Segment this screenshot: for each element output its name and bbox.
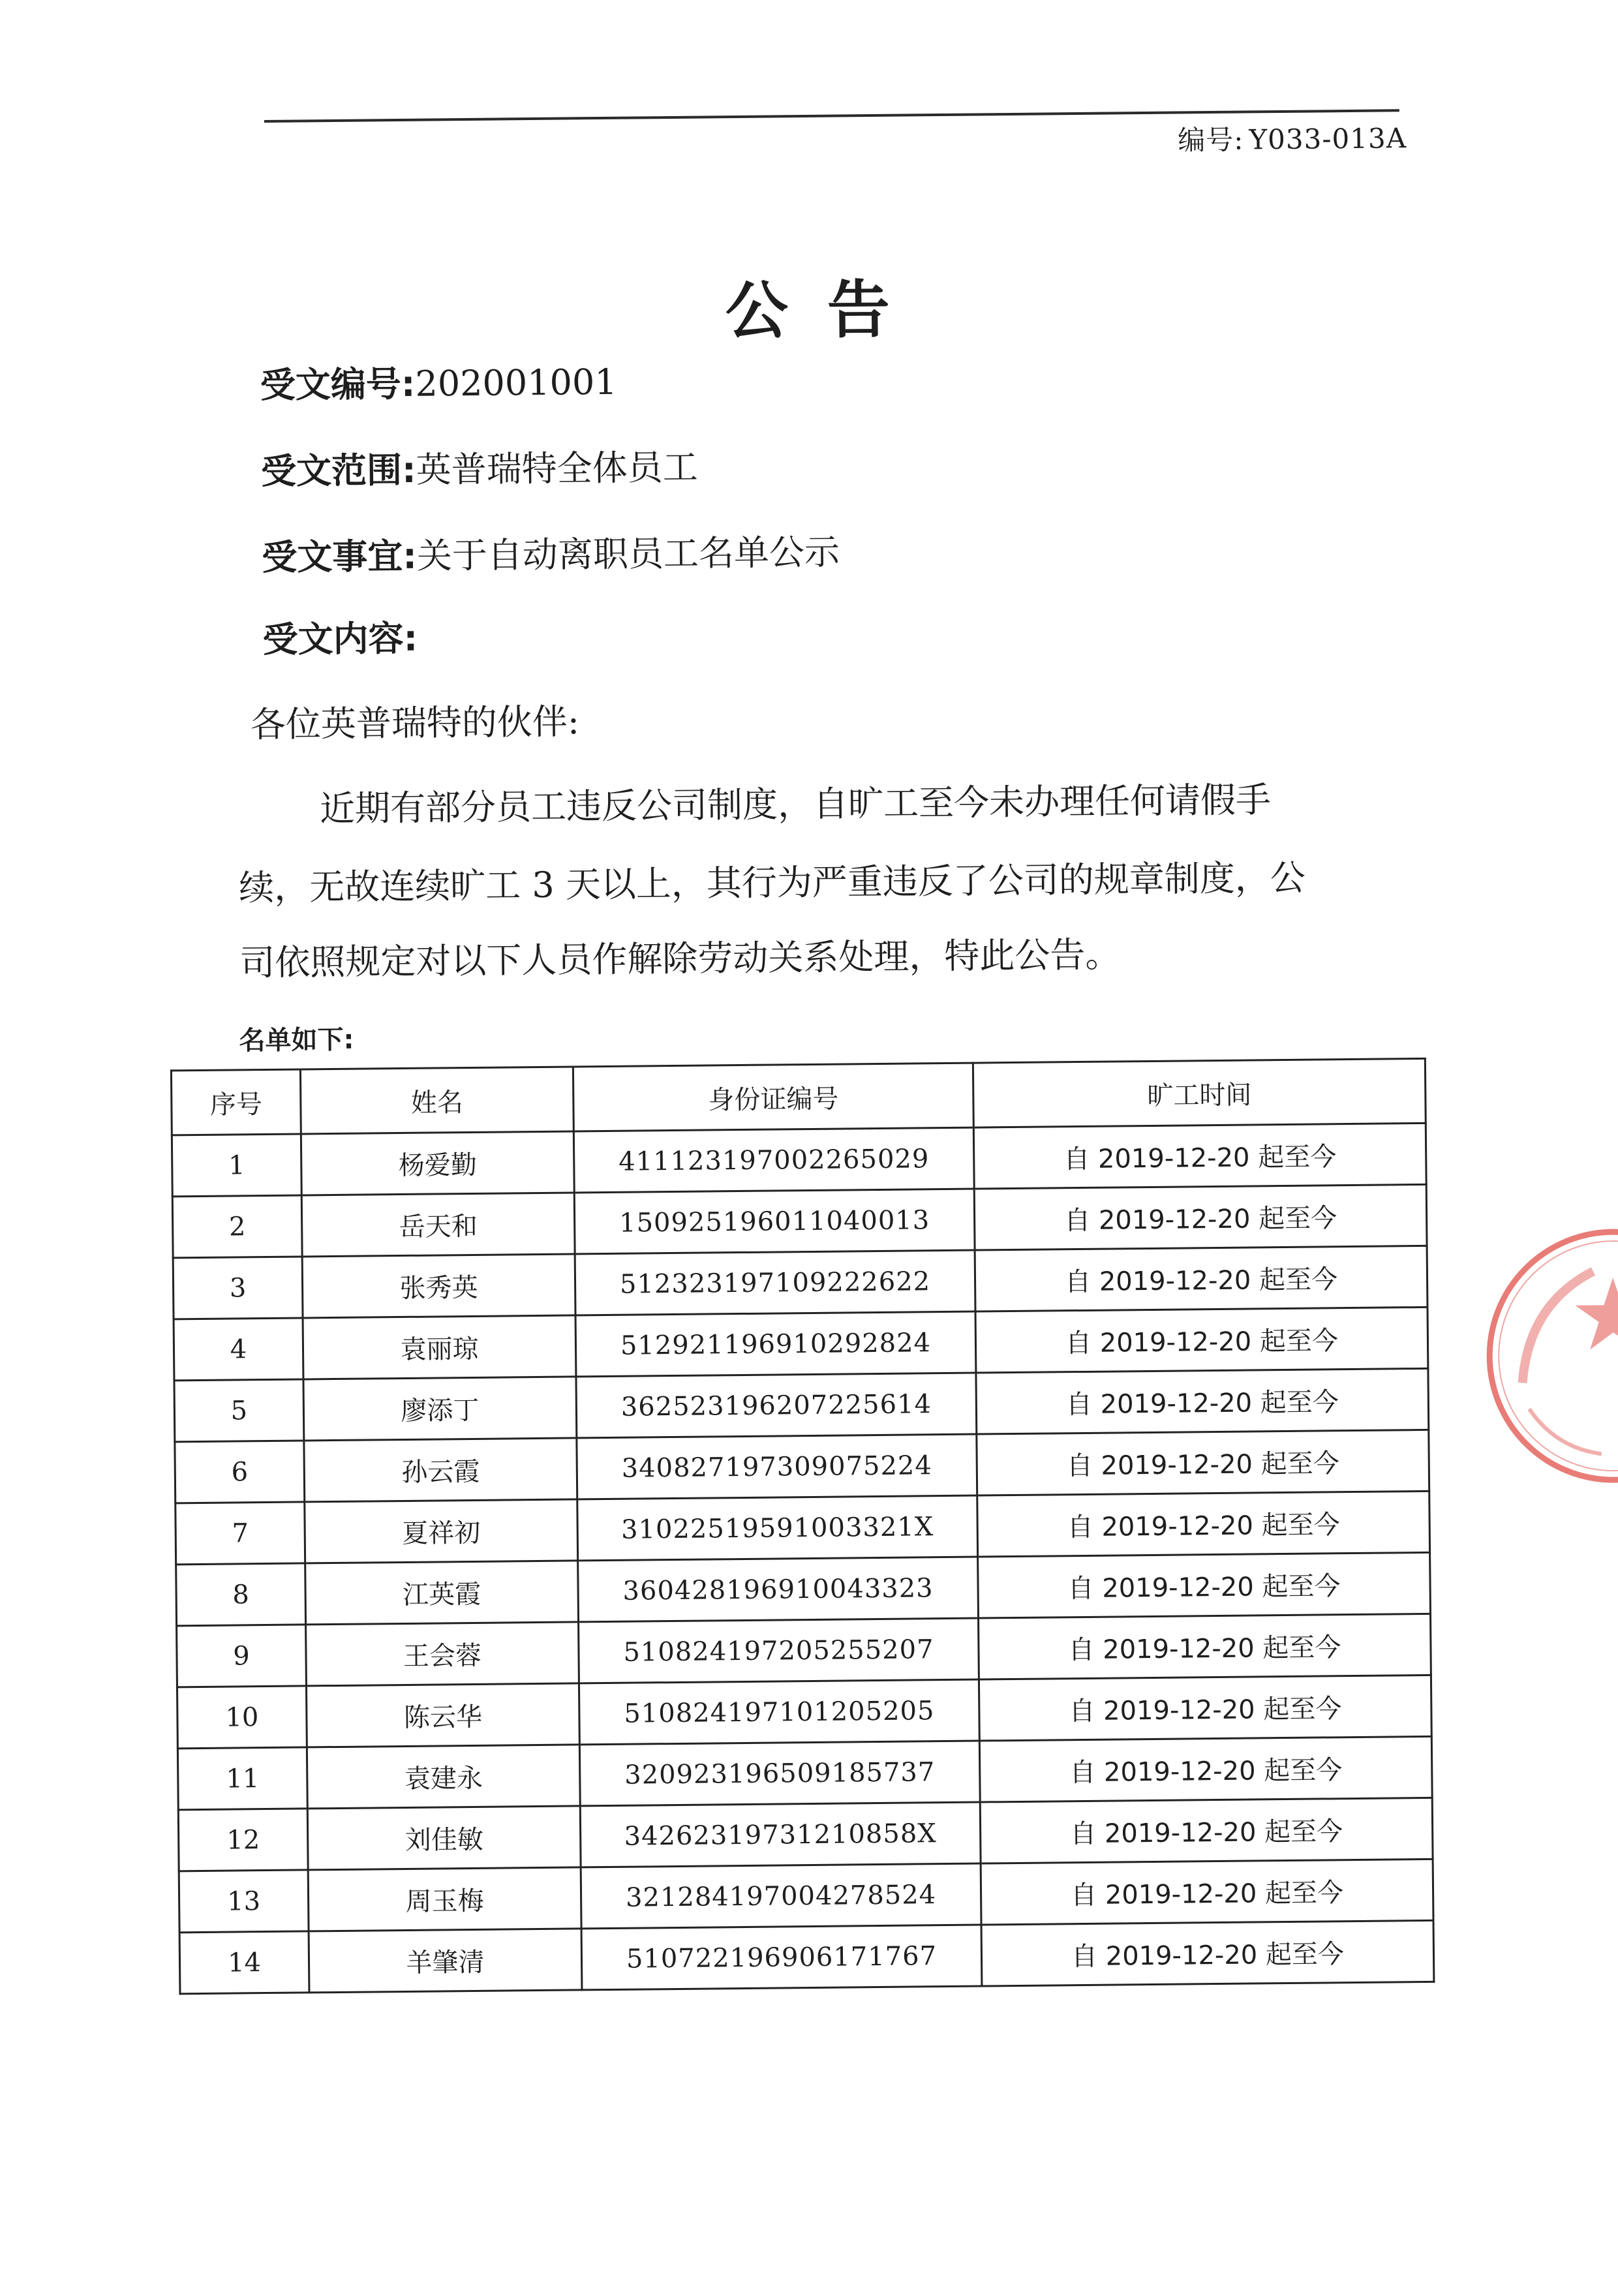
table-row: [173, 1246, 1427, 1319]
document-code-label: 编号:: [1178, 123, 1244, 157]
meta-content: [262, 611, 418, 662]
table-row: [177, 1614, 1431, 1687]
body-line-1: 近期有部分员工违反公司制度，自旷工至今未办理任何请假手: [319, 779, 1272, 830]
cell-no: 13: [179, 1870, 309, 1933]
cell-name: 袁丽琼: [303, 1315, 576, 1379]
cell-id: 510824197101205205: [579, 1679, 979, 1745]
document-code: [1178, 117, 1407, 158]
cell-time: 自 2019-12-20 起至今: [976, 1368, 1429, 1434]
table-row: [176, 1491, 1430, 1564]
list-label: 名单如下:: [239, 1024, 354, 1056]
table-row: [176, 1552, 1431, 1625]
body-line-2: 续，无故连续旷工 3 天以上，其行为严重违反了公司的规章制度，公: [238, 857, 1306, 909]
cell-time: 自 2019-12-20 起至今: [981, 1859, 1433, 1925]
cell-id: 31022519591003321X: [577, 1495, 978, 1561]
cell-id: 340827197309075224: [577, 1434, 977, 1499]
cell-time: 自 2019-12-20 起至今: [981, 1920, 1434, 1986]
cell-no: 1: [172, 1134, 301, 1197]
table-row: [177, 1736, 1432, 1809]
cell-id: 360428196910043323: [578, 1557, 979, 1622]
cell-name: 孙云霞: [304, 1438, 577, 1502]
cell-name: 夏祥初: [305, 1499, 578, 1563]
header-time: 旷工时间: [973, 1058, 1426, 1127]
cell-id: 512323197109222622: [575, 1250, 975, 1315]
greeting: 各位英普瑞特的伙伴:: [250, 701, 580, 746]
cell-name: 羊肇清: [309, 1929, 582, 1993]
meta-content-label: 受文内容:: [262, 617, 418, 661]
table-row: [179, 1920, 1434, 1993]
cell-name: 刘佳敏: [307, 1806, 581, 1870]
cell-no: 2: [172, 1195, 302, 1258]
table-row: [172, 1184, 1427, 1257]
cell-time: 自 2019-12-20 起至今: [978, 1552, 1431, 1618]
meta-scope-label: 受文范围:: [260, 449, 416, 493]
cell-no: 5: [174, 1379, 304, 1442]
header-no: 序号: [171, 1069, 301, 1135]
cell-id: 34262319731210858X: [580, 1802, 981, 1867]
cell-time: 自 2019-12-20 起至今: [977, 1491, 1430, 1557]
cell-id: 321284197004278524: [581, 1863, 981, 1929]
cell-name: 陈云华: [306, 1683, 579, 1747]
meta-number: [260, 354, 617, 408]
table-row: [179, 1859, 1433, 1932]
meta-scope-value: 英普瑞特全体员工: [416, 446, 698, 491]
table-row: [175, 1430, 1429, 1503]
cell-no: 12: [178, 1809, 308, 1871]
cell-no: 6: [175, 1441, 305, 1503]
cell-name: 王会蓉: [306, 1622, 579, 1686]
cell-no: 3: [173, 1257, 303, 1319]
cell-id: 510824197205255207: [579, 1618, 979, 1683]
body-line-3: 司依照规定对以下人员作解除劳动关系处理，特此公告。: [239, 934, 1121, 984]
cell-time: 自 2019-12-20 起至今: [979, 1614, 1431, 1679]
cell-time: 自 2019-12-20 起至今: [980, 1798, 1433, 1863]
cell-time: 自 2019-12-20 起至今: [975, 1307, 1428, 1373]
cell-id: 320923196509185737: [579, 1741, 980, 1806]
cell-name: 张秀英: [302, 1254, 575, 1318]
cell-no: 7: [176, 1502, 305, 1565]
table-header-row: [171, 1058, 1426, 1135]
cell-no: 11: [177, 1747, 307, 1810]
meta-subject-label: 受文事宜:: [262, 535, 418, 579]
header-id: 身份证编号: [573, 1063, 973, 1131]
cell-id: 411123197002265029: [573, 1127, 974, 1193]
cell-no: 9: [177, 1625, 307, 1687]
cell-time: 自 2019-12-20 起至今: [975, 1246, 1427, 1311]
company-seal-icon: [1475, 1217, 1618, 1494]
cell-no: 14: [179, 1931, 309, 1994]
cell-time: 自 2019-12-20 起至今: [979, 1736, 1432, 1802]
cell-name: 廖添丁: [303, 1377, 577, 1441]
meta-number-label: 受文编号:: [260, 363, 416, 406]
meta-scope: [261, 440, 698, 494]
cell-time: 自 2019-12-20 起至今: [973, 1123, 1426, 1189]
cell-name: 袁建永: [307, 1745, 580, 1809]
cell-id: 362523196207225614: [576, 1373, 977, 1438]
meta-number-value: 202001001: [415, 361, 617, 405]
cell-no: 4: [174, 1318, 303, 1381]
cell-no: 8: [176, 1563, 306, 1626]
table-row: [172, 1123, 1426, 1196]
table-row: [177, 1675, 1431, 1748]
cell-name: 岳天和: [301, 1193, 575, 1257]
table-row: [174, 1307, 1428, 1380]
cell-time: 自 2019-12-20 起至今: [979, 1675, 1431, 1741]
cell-no: 10: [177, 1686, 307, 1749]
page-title: 公告: [725, 273, 930, 348]
meta-subject-value: 关于自动离职员工名单公示: [416, 531, 840, 577]
cell-name: 杨爱勤: [301, 1131, 574, 1195]
cell-name: 周玉梅: [308, 1867, 581, 1931]
table-row: [174, 1368, 1429, 1441]
cell-time: 自 2019-12-20 起至今: [977, 1430, 1429, 1495]
cell-id: 512921196910292824: [575, 1311, 976, 1377]
cell-id: 510722196906171767: [581, 1925, 982, 1990]
table-body: [172, 1123, 1434, 1993]
header-name: 姓名: [300, 1067, 573, 1134]
cell-name: 江英霞: [305, 1561, 579, 1625]
dismissal-table: [170, 1058, 1435, 1995]
table-row: [178, 1798, 1433, 1871]
cell-id: 150925196011040013: [574, 1189, 975, 1254]
document-code-value: Y033-013A: [1249, 122, 1407, 156]
cell-time: 自 2019-12-20 起至今: [974, 1184, 1427, 1250]
meta-subject: [262, 525, 840, 580]
